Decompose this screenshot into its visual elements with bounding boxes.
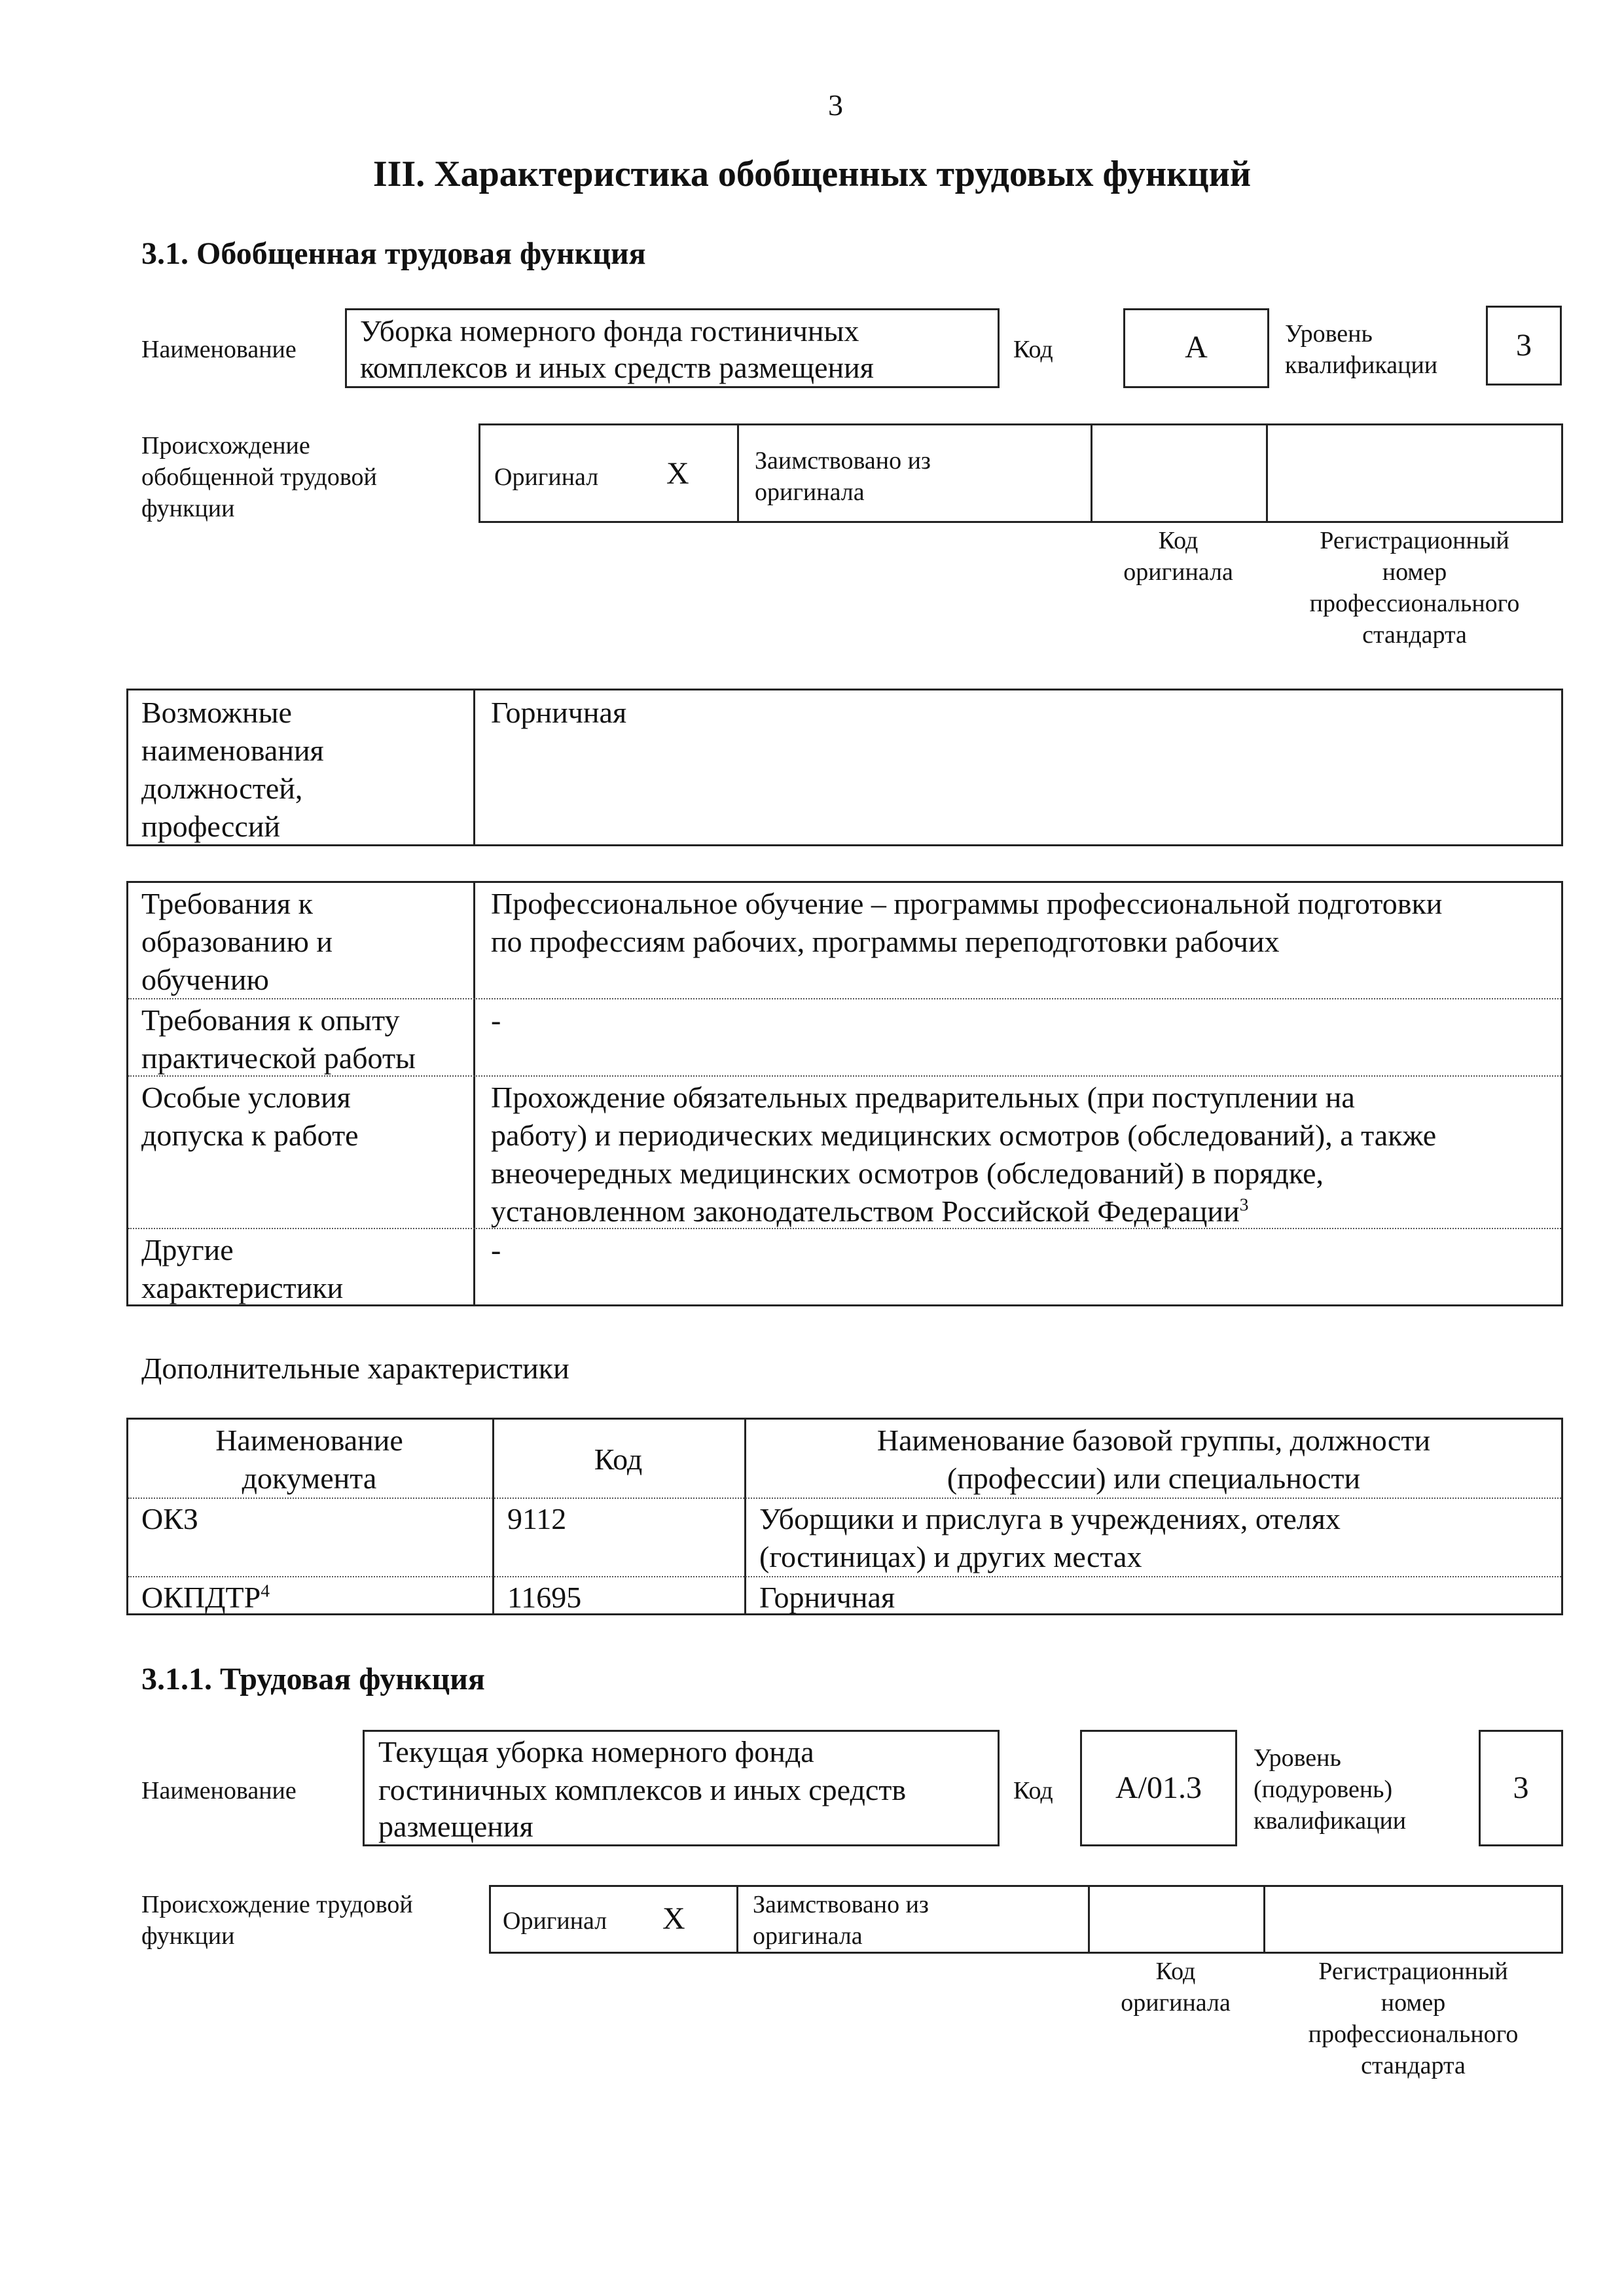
gtf-name-line1: Уборка номерного фонда гостиничных: [360, 314, 859, 348]
req-cond-label-line1: Особые условия: [141, 1081, 351, 1114]
gtf-name-line2: комплексов и иных средств размещения: [360, 351, 874, 384]
tf-name-label: Наименование: [141, 1777, 297, 1804]
gtf-original-label: Оригинал: [494, 463, 599, 491]
req-other-value: -: [491, 1233, 501, 1266]
req-cond-value-line4: установленном законодательством Российской Федерации$^3$: [491, 1194, 1249, 1228]
gtf-code-orig-line1: Код: [1158, 527, 1199, 554]
req-cond-value-line3: внеочередных медицинских осмотров (обследований) в порядке,: [491, 1157, 1324, 1190]
gtf-reg-line1: Регистрационный: [1320, 527, 1509, 554]
tf-reg-line4: стандарта: [1361, 2052, 1466, 2079]
tf-borrowed-label-line1: Заимствовано из: [753, 1891, 929, 1918]
positions-label-line3: должностей,: [141, 772, 303, 805]
gtf-code-value: А: [1185, 330, 1208, 365]
tf-name-line1: Текущая уборка номерного фонда: [378, 1735, 814, 1768]
tf-level-label-line1: Уровень: [1254, 1744, 1341, 1772]
gtf-origin-label-line1: Происхождение: [141, 432, 310, 459]
section-title: III. Характеристика обобщенных трудовых функций: [372, 154, 1252, 194]
tf-code-orig-line2: оригинала: [1121, 1989, 1231, 2017]
gtf-code-orig-line2: оригинала: [1123, 558, 1233, 586]
add-col3-line2: (профессии) или специальности: [947, 1462, 1361, 1495]
gtf-origin-table: [478, 423, 1563, 523]
add-col3-line1: Наименование базовой группы, должности: [876, 1424, 1431, 1457]
tf-origin-table: [489, 1885, 1563, 1954]
tf-level-value: 3: [1513, 1770, 1529, 1805]
page-number: 3: [828, 88, 843, 122]
req-exp-value: -: [491, 1003, 501, 1037]
gtf-name-label: Наименование: [141, 336, 297, 363]
tf-borrowed-label-line2: оригинала: [753, 1922, 863, 1950]
add-row2-name: Горничная: [759, 1581, 895, 1614]
tf-name-line3: размещения: [378, 1810, 533, 1843]
gtf-borrowed-label-line1: Заимствовано из: [755, 447, 931, 475]
add-row1-doc: ОКЗ: [141, 1502, 198, 1535]
tf-heading: 3.1.1. Трудовая функция: [141, 1662, 485, 1696]
positions-label-line1: Возможные: [141, 696, 292, 729]
positions-label-line4: профессий: [141, 810, 281, 843]
req-edu-label-line2: образованию и: [141, 925, 333, 958]
req-edu-label-line3: обучению: [141, 963, 269, 996]
gtf-reg-line2: номер: [1382, 558, 1447, 586]
tf-level-label-line3: квалификации: [1254, 1807, 1407, 1835]
add-row2-doc: ОКПДТР$^4$: [141, 1580, 270, 1614]
gtf-original-mark: X: [666, 456, 689, 491]
tf-code-label: Код: [1013, 1777, 1053, 1804]
req-cond-label-line2: допуска к работе: [141, 1119, 359, 1152]
req-exp-label-line1: Требования к опыту: [141, 1003, 400, 1037]
tf-reg-line2: номер: [1380, 1989, 1446, 2017]
req-edu-label-line1: Требования к: [141, 887, 313, 920]
tf-code-value: А/01.3: [1115, 1770, 1202, 1805]
gtf-borrowed-label-line2: оригинала: [755, 478, 865, 506]
tf-code-orig-line1: Код: [1155, 1958, 1196, 1985]
add-col1-line2: документа: [242, 1462, 377, 1495]
gtf-level-value: 3: [1516, 328, 1532, 363]
gtf-reg-line3: профессионального: [1309, 590, 1520, 617]
positions-value: Горничная: [491, 696, 627, 729]
positions-label-line2: наименования: [141, 734, 324, 767]
req-cond-value-line2: работу) и периодических медицинских осмотров (обследований), а также: [491, 1119, 1437, 1152]
req-other-label-line1: Другие: [141, 1233, 234, 1266]
gtf-origin-label-line2: обобщенной трудовой: [141, 463, 377, 491]
additional-heading: Дополнительные характеристики: [141, 1352, 569, 1385]
tf-reg-line1: Регистрационный: [1318, 1958, 1508, 1985]
add-row1-name-line2: (гостиницах) и других местах: [759, 1540, 1142, 1573]
tf-name-line2: гостиничных комплексов и иных средств: [378, 1773, 907, 1806]
tf-original-label: Оригинал: [503, 1907, 607, 1935]
add-row1-name-line1: Уборщики и прислуга в учреждениях, отелях: [759, 1502, 1341, 1535]
positions-table: [126, 689, 1563, 846]
tf-original-mark: X: [662, 1901, 685, 1936]
req-exp-label-line2: практической работы: [141, 1041, 416, 1075]
req-edu-value-line2: по профессиям рабочих, программы переподготовки рабочих: [491, 925, 1280, 958]
footnote-3: 3: [1239, 1194, 1249, 1215]
req-other-label-line2: характеристики: [141, 1271, 344, 1304]
add-col2: Код: [594, 1443, 643, 1476]
tf-level-label-line2: (подуровень): [1254, 1776, 1393, 1803]
footnote-4: 4: [261, 1580, 270, 1601]
gtf-heading: 3.1. Обобщенная трудовая функция: [141, 236, 646, 271]
tf-reg-line3: профессионального: [1308, 2020, 1519, 2048]
tf-origin-label-line2: функции: [141, 1922, 235, 1950]
gtf-reg-line4: стандарта: [1362, 621, 1467, 649]
req-edu-value-line1: Профессиональное обучение – программы профессиональной подготовки: [491, 887, 1443, 920]
add-row1-code: 9112: [507, 1502, 567, 1535]
gtf-origin-label-line3: функции: [141, 495, 235, 522]
gtf-level-label-line2: квалификации: [1285, 351, 1438, 379]
gtf-level-label-line1: Уровень: [1285, 320, 1373, 348]
add-row2-code: 11695: [507, 1581, 582, 1614]
req-cond-value-line1: Прохождение обязательных предварительных (при поступлении на: [491, 1081, 1355, 1114]
add-col1-line1: Наименование: [215, 1424, 403, 1457]
gtf-code-label: Код: [1013, 336, 1053, 363]
tf-origin-label-line1: Происхождение трудовой: [141, 1891, 413, 1918]
